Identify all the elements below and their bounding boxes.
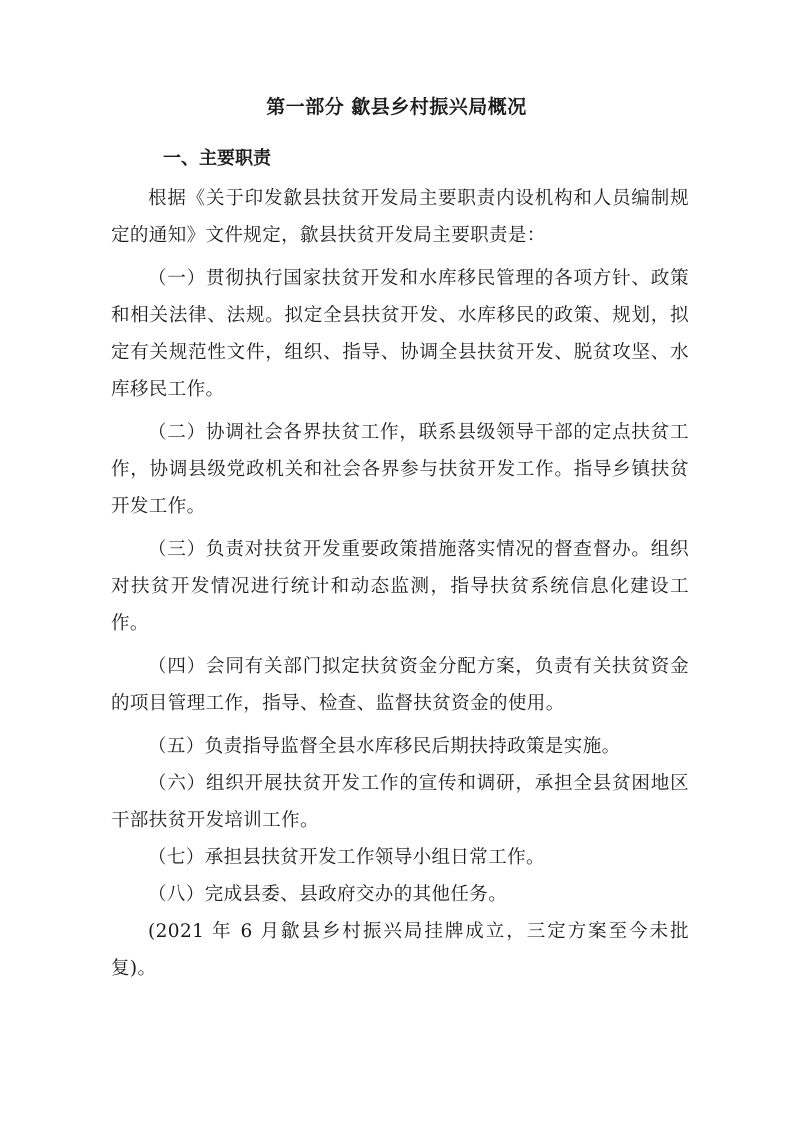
paragraph-duty-7: （七）承担县扶贫开发工作领导小组日常工作。 xyxy=(148,847,545,868)
paragraph-duty-6: （六）组织开展扶贫开发工作的宣传和调研，承担全县贫困地区干部扶贫开发培训工作。 xyxy=(111,773,689,831)
document-body xyxy=(111,180,689,987)
section-heading: 一、主要职责 xyxy=(163,148,271,169)
paragraph-duty-3: （三）负责对扶贫开发重要政策措施落实情况的督查督办。组织对扶贫开发情况进行统计和动态监测，指导扶贫系统信息化建设工作。 xyxy=(111,539,689,634)
paragraph-duty-5: （五）负责指导监督全县水库移民后期扶持政策是实施。 xyxy=(148,736,621,757)
paragraph-note: (2021 年 6 月歙县乡村振兴局挂牌成立，三定方案至今未批复)。 xyxy=(111,921,689,979)
page-title: 第一部分 歙县乡村振兴局概况 xyxy=(266,96,527,118)
paragraph-duty-4: （四）会同有关部门拟定扶贫资金分配方案，负责有关扶贫资金的项目管理工作，指导、检查、监督扶贫资金的使用。 xyxy=(111,656,689,714)
paragraph-duty-1: （一）贯彻执行国家扶贫开发和水库移民管理的各项方针、政策和相关法律、法规。拟定全县扶贫开发、水库移民的政策、规划，拟定有关规范性文件，组织、指导、协调全县扶贫开发、脱贫攻坚、水库移民工作。 xyxy=(111,268,689,400)
paragraph-duty-2: （二）协调社会各界扶贫工作，联系县级领导干部的定点扶贫工作，协调县级党政机关和社会各界参与扶贫开发工作。指导乡镇扶贫开发工作。 xyxy=(111,422,689,517)
paragraph-intro: 根据《关于印发歙县扶贫开发局主要职责内设机构和人员编制规定的通知》文件规定，歙县扶贫开发局主要职责是： xyxy=(111,188,689,246)
paragraph-duty-8: （八）完成县委、县政府交办的其他任务。 xyxy=(148,884,508,905)
